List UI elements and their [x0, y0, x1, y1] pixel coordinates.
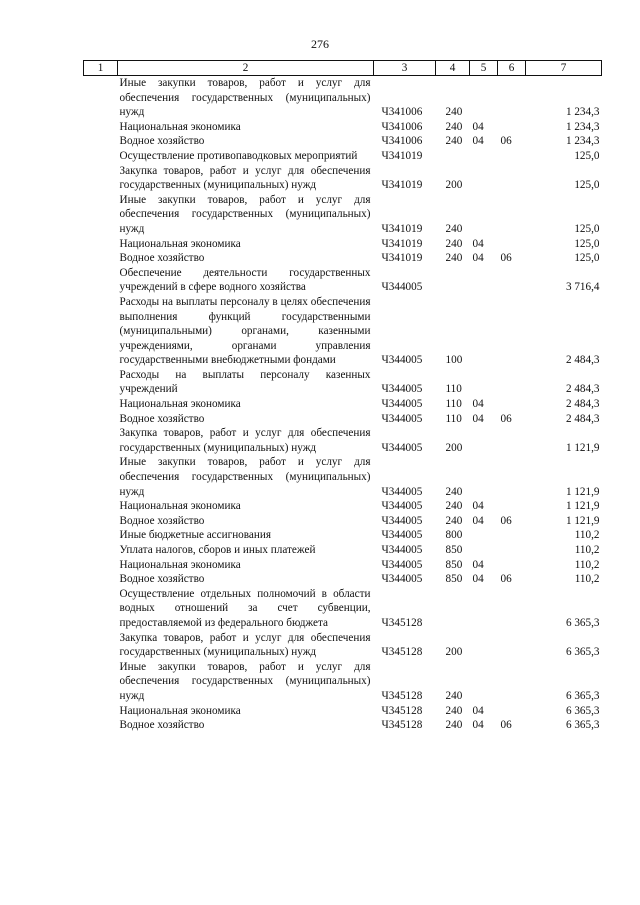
header-col-4: 4 [436, 61, 470, 76]
row-number-cell [84, 455, 118, 499]
table-row [84, 587, 602, 631]
row-name-cell: Обеспечение деятельности государственных учреждений в сфере водного хозяйства [119, 266, 371, 294]
row-vr-cell: 240 [445, 106, 463, 119]
row-sum-cell: 1 121,9 [565, 514, 600, 527]
row-number-cell [84, 134, 118, 149]
row-pr-cell [498, 193, 526, 237]
row-vr-cell: 240 [445, 719, 463, 732]
row-rz-cell [470, 76, 498, 120]
row-vr-cell [436, 587, 470, 631]
row-number-cell [84, 704, 118, 719]
row-number-cell [84, 718, 118, 733]
row-sum-cell: 3 716,4 [565, 281, 600, 294]
table-row [84, 164, 602, 193]
row-vr-cell: 110 [445, 412, 462, 425]
budget-table [83, 60, 602, 733]
table-row [84, 426, 602, 455]
row-code-cell: Ч345128 [381, 646, 423, 659]
row-code-cell: Ч341019 [381, 179, 423, 192]
row-vr-cell: 240 [445, 485, 463, 498]
row-sum-cell: 2 484,3 [565, 398, 600, 411]
row-rz-cell [470, 368, 498, 397]
row-code-cell: Ч341019 [381, 222, 423, 235]
row-sum-cell: 1 234,3 [565, 106, 600, 119]
row-name-cell: Иные закупки товаров, работ и услуг для обеспечения государственных (муниципальных) нужд [119, 660, 371, 702]
row-vr-cell: 850 [445, 544, 463, 556]
table-row [84, 120, 602, 135]
row-pr-cell [498, 76, 526, 120]
row-code-cell: Ч341019 [381, 149, 423, 162]
table-row [84, 543, 602, 558]
row-code-cell: Ч344005 [381, 529, 423, 542]
row-number-cell [84, 426, 118, 455]
row-pr-cell [498, 120, 526, 135]
row-number-cell [84, 251, 118, 266]
row-vr-cell: 200 [445, 179, 463, 192]
row-number-cell [84, 266, 118, 295]
table-row [84, 514, 602, 529]
table-row [84, 266, 602, 295]
row-rz-cell [470, 149, 498, 164]
table-row [84, 631, 602, 660]
row-number-cell [84, 397, 118, 412]
row-number-cell [84, 631, 118, 660]
row-vr-cell: 200 [445, 646, 463, 659]
row-name-cell: Водное хозяйство [119, 135, 205, 148]
row-pr-cell [498, 499, 526, 514]
row-vr-cell: 800 [445, 529, 463, 542]
row-number-cell [84, 149, 118, 164]
row-vr-cell: 240 [445, 689, 463, 702]
row-code-cell: Ч341006 [381, 135, 423, 148]
row-pr-cell [498, 164, 526, 193]
row-sum-cell: 125,0 [574, 237, 600, 250]
row-rz-cell [470, 543, 498, 558]
row-sum-cell: 1 121,9 [565, 500, 600, 513]
row-rz-cell [470, 660, 498, 704]
row-rz-cell: 04 [472, 514, 484, 527]
row-pr-cell [498, 426, 526, 455]
row-number-cell [84, 514, 118, 529]
row-sum-cell: 2 484,3 [565, 354, 600, 367]
row-name-cell: Иные закупки товаров, работ и услуг для обеспечения государственных (муниципальных) нужд [119, 77, 371, 119]
row-vr-cell [436, 149, 470, 164]
row-name-cell: Водное хозяйство [119, 252, 205, 265]
row-sum-cell: 2 484,3 [565, 412, 600, 425]
row-rz-cell: 04 [472, 398, 484, 411]
row-pr-cell: 06 [500, 135, 512, 148]
row-vr-cell: 240 [445, 514, 463, 527]
row-sum-cell: 1 234,3 [565, 120, 600, 133]
row-code-cell: Ч344005 [381, 281, 423, 294]
header-col-1: 1 [84, 61, 118, 76]
row-rz-cell: 04 [472, 120, 484, 133]
row-pr-cell: 06 [500, 719, 512, 732]
table-row [84, 237, 602, 252]
row-number-cell [84, 499, 118, 514]
row-vr-cell: 240 [445, 704, 463, 717]
row-pr-cell: 06 [500, 514, 512, 527]
row-name-cell: Закупка товаров, работ и услуг для обеспечения государственных (муниципальных) нужд [119, 427, 371, 454]
row-name-cell: Расходы на выплаты персоналу в целях обеспечения выполнения функций государственными (муниципальными) органами, казенными учреждениями, органами управления государственными внебюджетными фондами [119, 295, 371, 367]
row-vr-cell [436, 266, 470, 295]
row-code-cell: Ч345128 [381, 719, 423, 732]
row-name-cell: Иные закупки товаров, работ и услуг для обеспечения государственных (муниципальных) нужд [119, 456, 371, 498]
row-pr-cell [498, 543, 526, 558]
row-code-cell: Ч344005 [381, 573, 423, 586]
row-rz-cell: 04 [472, 704, 484, 717]
row-name-cell: Национальная экономика [119, 500, 241, 513]
row-rz-cell: 04 [472, 558, 484, 571]
table-header [84, 61, 602, 76]
row-rz-cell: 04 [472, 500, 484, 513]
table-row [84, 295, 602, 368]
row-vr-cell: 110 [445, 398, 462, 411]
row-number-cell [84, 558, 118, 573]
row-pr-cell [498, 149, 526, 164]
row-sum-cell: 1 121,9 [565, 485, 600, 498]
row-pr-cell: 06 [500, 252, 512, 265]
table-body [84, 76, 602, 733]
row-code-cell: Ч344005 [381, 514, 423, 527]
row-pr-cell [498, 455, 526, 499]
row-name-cell: Осуществление отдельных полномочий в области водных отношений за счет субвенции, предоставляемой из федерального бюджета [119, 587, 371, 629]
row-pr-cell [498, 704, 526, 719]
table-row [84, 193, 602, 237]
row-vr-cell: 240 [445, 135, 463, 148]
row-name-cell: Расходы на выплаты персоналу казенных учреждений [119, 368, 371, 396]
row-name-cell: Водное хозяйство [119, 412, 205, 425]
row-code-cell: Ч344005 [381, 544, 423, 556]
row-sum-cell: 110,2 [574, 558, 600, 571]
table-row [84, 558, 602, 573]
row-pr-cell [498, 660, 526, 704]
row-vr-cell: 240 [445, 237, 463, 250]
row-vr-cell: 240 [445, 252, 463, 265]
row-code-cell: Ч344005 [381, 485, 423, 498]
row-code-cell: Ч344005 [381, 558, 423, 571]
header-col-6: 6 [498, 61, 526, 76]
row-rz-cell: 04 [472, 252, 484, 265]
row-number-cell [84, 543, 118, 558]
header-col-5: 5 [470, 61, 498, 76]
row-sum-cell: 110,2 [574, 529, 600, 542]
row-name-cell: Иные бюджетные ассигнования [119, 529, 271, 542]
table-row [84, 76, 602, 120]
row-name-cell: Водное хозяйство [119, 719, 205, 732]
row-name-cell: Национальная экономика [119, 704, 241, 717]
row-number-cell [84, 164, 118, 193]
row-pr-cell [498, 237, 526, 252]
row-sum-cell: 125,0 [574, 252, 600, 265]
row-name-cell: Национальная экономика [119, 558, 241, 571]
row-rz-cell [470, 455, 498, 499]
row-pr-cell [498, 587, 526, 631]
row-rz-cell [470, 164, 498, 193]
row-pr-cell [498, 266, 526, 295]
row-name-cell: Закупка товаров, работ и услуг для обеспечения государственных (муниципальных) нужд [119, 631, 371, 659]
row-code-cell: Ч344005 [381, 412, 423, 425]
row-code-cell: Ч341006 [381, 106, 423, 119]
row-code-cell: Ч344005 [381, 398, 423, 411]
row-name-cell: Водное хозяйство [119, 514, 205, 527]
row-sum-cell: 6 365,3 [565, 704, 600, 717]
page-number: 276 [311, 37, 329, 51]
row-number-cell [84, 368, 118, 397]
row-pr-cell: 06 [500, 573, 512, 586]
table-row [84, 149, 602, 164]
row-sum-cell: 125,0 [574, 149, 600, 162]
row-name-cell: Уплата налогов, сборов и иных платежей [119, 544, 316, 556]
row-sum-cell: 1 121,9 [565, 441, 600, 454]
row-sum-cell: 6 365,3 [565, 616, 600, 629]
table-row [84, 455, 602, 499]
row-name-cell: Национальная экономика [119, 237, 241, 250]
row-vr-cell: 240 [445, 500, 463, 513]
row-number-cell [84, 120, 118, 135]
table-row [84, 718, 602, 733]
row-code-cell: Ч345128 [381, 689, 423, 702]
row-rz-cell [470, 528, 498, 543]
row-rz-cell: 04 [472, 237, 484, 250]
row-rz-cell: 04 [472, 412, 484, 425]
row-code-cell: Ч345128 [381, 704, 423, 717]
table-row [84, 572, 602, 587]
row-number-cell [84, 412, 118, 427]
table-row [84, 397, 602, 412]
row-pr-cell: 06 [500, 412, 512, 425]
row-vr-cell: 240 [445, 120, 463, 133]
row-code-cell: Ч345128 [381, 616, 423, 629]
row-code-cell: Ч344005 [381, 441, 423, 454]
header-col-3: 3 [374, 61, 436, 76]
row-vr-cell: 850 [445, 558, 463, 571]
row-pr-cell [498, 368, 526, 397]
header-row [84, 61, 602, 76]
row-vr-cell: 200 [445, 441, 463, 454]
row-code-cell: Ч341019 [381, 252, 423, 265]
row-name-cell: Национальная экономика [119, 120, 241, 133]
row-number-cell [84, 193, 118, 237]
row-vr-cell: 850 [445, 573, 463, 586]
table-row [84, 368, 602, 397]
row-name-cell: Водное хозяйство [119, 573, 205, 586]
row-pr-cell [498, 397, 526, 412]
row-number-cell [84, 572, 118, 587]
row-rz-cell [470, 631, 498, 660]
row-rz-cell: 04 [472, 573, 484, 586]
row-number-cell [84, 237, 118, 252]
row-sum-cell: 2 484,3 [565, 383, 600, 396]
table-row [84, 704, 602, 719]
row-name-cell: Закупка товаров, работ и услуг для обеспечения государственных (муниципальных) нужд [119, 164, 371, 192]
row-number-cell [84, 660, 118, 704]
row-rz-cell [470, 587, 498, 631]
row-name-cell: Осуществление противопаводковых мероприятий [119, 149, 358, 162]
row-sum-cell: 6 365,3 [565, 646, 600, 659]
row-vr-cell: 240 [445, 222, 463, 235]
row-pr-cell [498, 631, 526, 660]
table-row [84, 528, 602, 543]
row-sum-cell: 6 365,3 [565, 719, 600, 732]
row-pr-cell [498, 295, 526, 368]
row-code-cell: Ч341006 [381, 120, 423, 133]
row-pr-cell [498, 558, 526, 573]
row-name-cell: Национальная экономика [119, 398, 241, 411]
table-row [84, 134, 602, 149]
table-row [84, 660, 602, 704]
row-sum-cell: 1 234,3 [565, 135, 600, 148]
row-rz-cell [470, 426, 498, 455]
row-sum-cell: 110,2 [574, 544, 600, 556]
row-name-cell: Иные закупки товаров, работ и услуг для обеспечения государственных (муниципальных) нужд [119, 193, 371, 235]
row-number-cell [84, 587, 118, 631]
header-col-7: 7 [526, 61, 602, 76]
row-code-cell: Ч344005 [381, 354, 423, 367]
row-rz-cell: 04 [472, 719, 484, 732]
row-sum-cell: 125,0 [574, 179, 600, 192]
row-sum-cell: 110,2 [574, 573, 600, 586]
row-number-cell [84, 295, 118, 368]
row-rz-cell [470, 266, 498, 295]
row-sum-cell: 125,0 [574, 222, 600, 235]
row-code-cell: Ч344005 [381, 500, 423, 513]
row-pr-cell [498, 528, 526, 543]
row-code-cell: Ч344005 [381, 383, 423, 396]
header-col-2: 2 [118, 61, 374, 76]
row-rz-cell [470, 193, 498, 237]
row-rz-cell: 04 [472, 135, 484, 148]
row-number-cell [84, 528, 118, 543]
row-code-cell: Ч341019 [381, 237, 423, 250]
row-vr-cell: 100 [445, 354, 463, 367]
row-rz-cell [470, 295, 498, 368]
row-number-cell [84, 76, 118, 120]
table-row [84, 412, 602, 427]
row-vr-cell: 110 [445, 383, 462, 396]
row-sum-cell: 6 365,3 [565, 689, 600, 702]
table-row [84, 499, 602, 514]
table-row [84, 251, 602, 266]
